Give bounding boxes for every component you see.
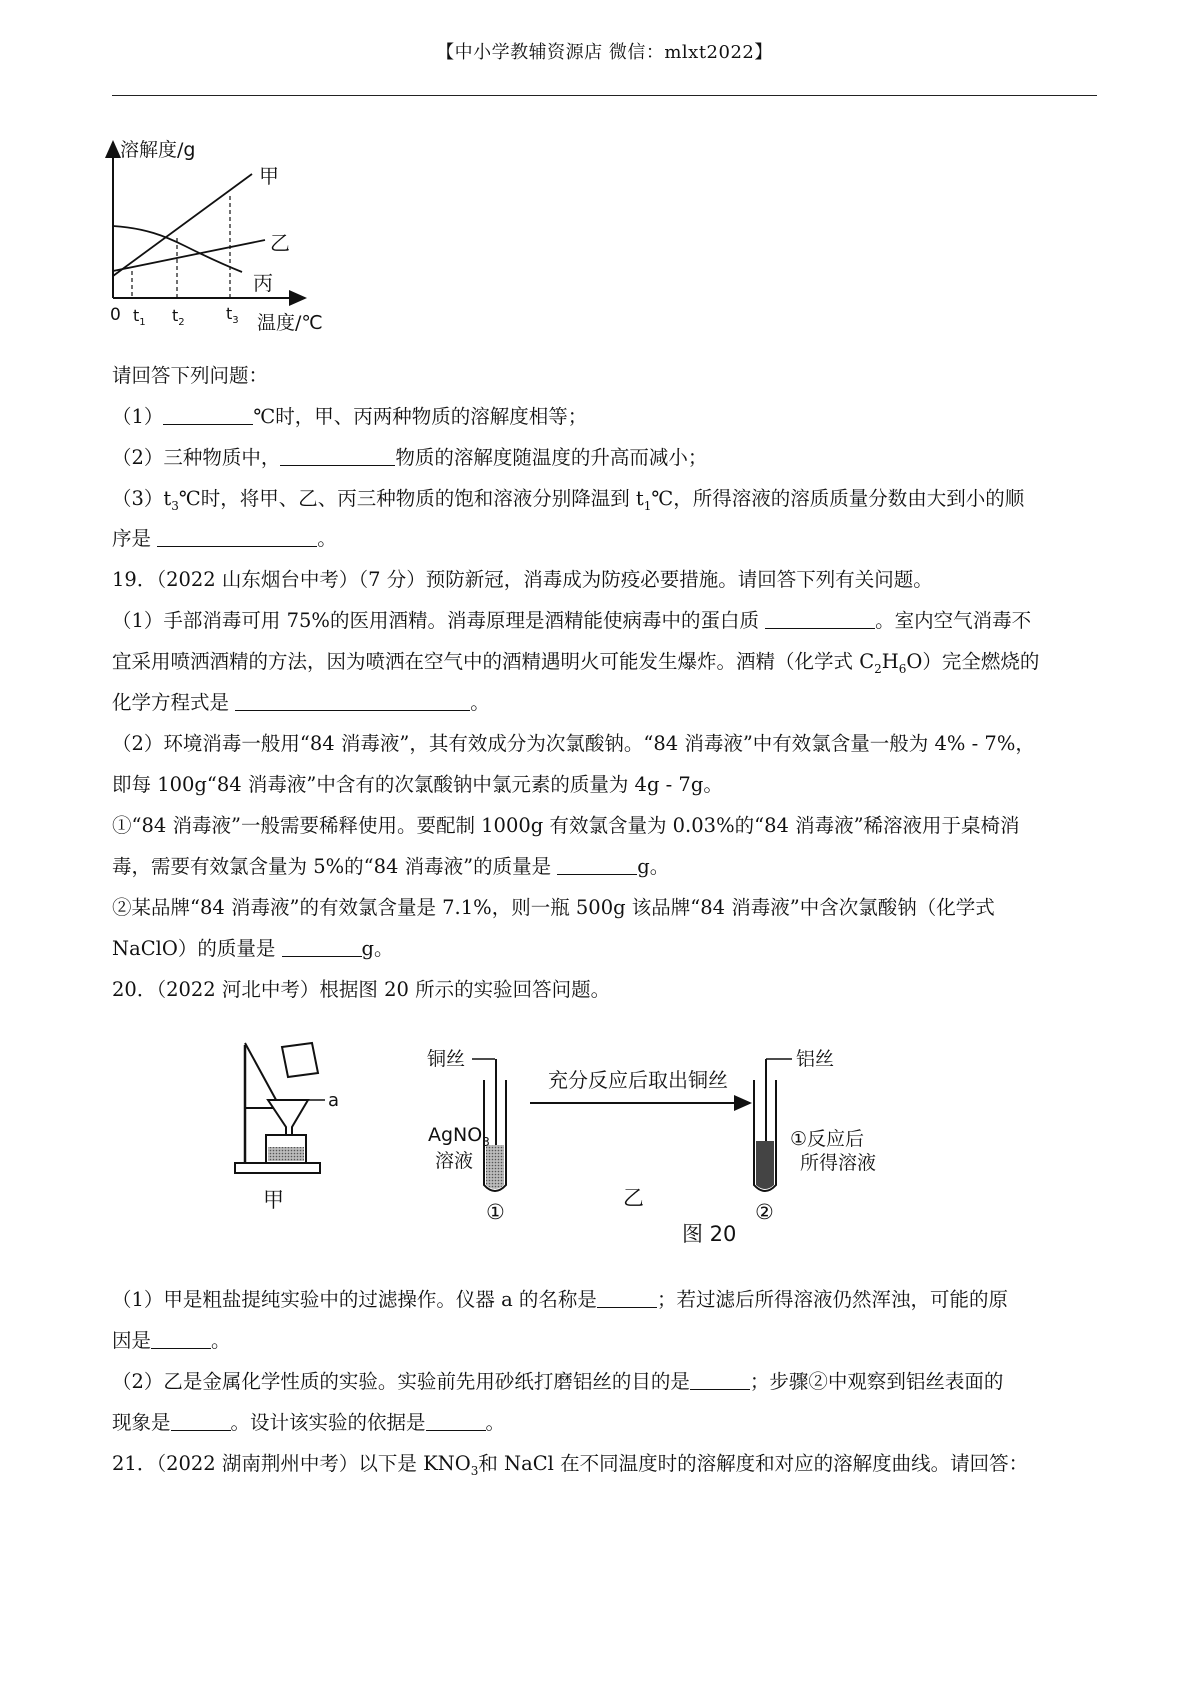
answer-blank	[157, 526, 317, 547]
page-header: 【中小学教辅资源店 微信：mlxt2022】	[436, 42, 773, 63]
arrow-label: 充分反应后取出铜丝	[548, 1068, 728, 1092]
q19-part4-cont: NaClO）的质量是 g。	[112, 937, 394, 960]
answer-blank	[235, 690, 470, 711]
tick-t1: $t_1$	[133, 306, 146, 328]
label-jia: 甲	[263, 1188, 284, 1212]
q19-part1-cont: 宜采用喷洒酒精的方法，因为喷洒在空气中的酒精遇明火可能发生爆炸。酒精（化学式 $C_2H_6O$）完全燃烧的	[112, 650, 1040, 676]
answer-blank	[557, 854, 637, 875]
series-label-bing: 丙	[253, 271, 273, 295]
solution-1	[486, 1145, 504, 1189]
agno3-label: AgNO$_3$	[428, 1124, 490, 1149]
q19-part2-cont: 即每 100g“84 消毒液”中含有的次氯酸钠中氯元素的质量为 4g - 7g。	[112, 773, 723, 796]
answer-blank	[151, 1328, 211, 1349]
q20-title: 20．（2022 河北中考）根据图 20 所示的实验回答问题。	[112, 978, 611, 1001]
tick-t3: $t_3$	[226, 304, 239, 326]
experiment-figure-20	[230, 1035, 990, 1255]
answer-blank	[171, 1410, 231, 1431]
tube-2	[754, 1048, 876, 1224]
q19-part2: （2）环境消毒一般用“84 消毒液”，其有效成分为次氯酸钠。“84 消毒液”中有效氯含量一般为 4% - 7%，	[112, 732, 1035, 755]
origin-label: 0	[110, 305, 121, 325]
q20-part2-cont: 现象是 。设计该实验的依据是 。	[112, 1411, 506, 1434]
solubility-graph	[100, 130, 340, 365]
label-a: a	[328, 1090, 340, 1111]
q19-part4: ②某品牌“84 消毒液”的有效氯含量是 7.1%，则一瓶 500g 该品牌“84 消毒液”中含次氯酸钠（化学式	[112, 896, 995, 919]
after-reaction-label-1: ①反应后	[790, 1128, 865, 1150]
aluminum-wire-label: 铝丝	[796, 1048, 835, 1070]
q21-title: 21．（2022 湖南荆州中考）以下是 $KNO_3$和 NaCl 在不同温度时的溶解度和对应的溶解度曲线。请回答：	[112, 1452, 1029, 1478]
q18-part2: （2）三种物质中， 物质的溶解度随温度的升高而减小；	[112, 446, 708, 469]
curve-jia	[113, 174, 252, 276]
series-label-yi: 乙	[270, 231, 290, 255]
answer-blank	[163, 404, 253, 425]
beaker-top	[282, 1043, 318, 1077]
answer-blank	[597, 1287, 657, 1308]
figure-caption: 图 20	[682, 1222, 737, 1246]
stand-base	[235, 1163, 320, 1173]
answer-blank	[282, 936, 362, 957]
tube-1	[427, 1048, 506, 1224]
solution-2	[756, 1141, 774, 1189]
filtrate	[268, 1147, 304, 1161]
copper-wire-label: 铜丝	[427, 1048, 466, 1070]
header-rule	[112, 95, 1097, 96]
answer-blank	[280, 445, 395, 466]
q18-part1: （1） ℃时，甲、丙两种物质的溶解度相等；	[112, 405, 588, 428]
step-1-marker: ①	[486, 1200, 505, 1224]
q19-part3: ①“84 消毒液”一般需要稀释使用。要配制 1000g 有效氯含量为 0.03%的“84 消毒液”稀溶液用于桌椅消	[112, 814, 1020, 837]
q20-part1-cont: 因是 。	[112, 1329, 231, 1352]
solution-label: 溶液	[435, 1150, 474, 1172]
q19-title: 19．（2022 山东烟台中考）（7 分）预防新冠，消毒成为防疫必要措施。请回答下列有关问题。	[112, 568, 933, 591]
tick-t2: $t_2$	[172, 306, 185, 328]
filtration-apparatus	[235, 1043, 339, 1212]
y-axis-label: 溶解度/g	[120, 139, 196, 161]
q19-part3-cont: 毒，需要有效氯含量为 5%的“84 消毒液”的质量是 g。	[112, 855, 670, 878]
q19-part1: （1）手部消毒可用 75%的医用酒精。消毒原理是酒精能使病毒中的蛋白质 。室内空气消毒不	[112, 609, 1032, 632]
answer-blank	[690, 1369, 750, 1390]
q20-part1: （1）甲是粗盐提纯实验中的过滤操作。仪器 a 的名称是 ；若过滤后所得溶液仍然浑浊，可能的原	[112, 1288, 1008, 1311]
series-label-jia: 甲	[259, 164, 279, 188]
q18-intro: 请回答下列问题：	[112, 364, 269, 387]
curve-yi	[113, 240, 265, 271]
answer-blank	[765, 608, 875, 629]
label-yi: 乙	[623, 1186, 644, 1210]
q19-part1-eq: 化学方程式是 。	[112, 691, 490, 714]
after-reaction-label-2: 所得溶液	[800, 1152, 877, 1174]
x-axis-label: 温度/℃	[257, 312, 323, 334]
step-2-marker: ②	[755, 1200, 774, 1224]
answer-blank	[426, 1410, 486, 1431]
q18-part3-cont: 序是 。	[112, 527, 337, 550]
q20-part2: （2）乙是金属化学性质的实验。实验前先用砂纸打磨铝丝的目的是 ；步骤②中观察到铝丝表面的	[112, 1370, 1004, 1393]
q18-part3: $(3)t_3℃$时，将甲、乙、丙三种物质的饱和溶液分别降温到 $t_1℃$，所得溶液的溶质质量分数由大到小的顺	[112, 487, 1025, 513]
